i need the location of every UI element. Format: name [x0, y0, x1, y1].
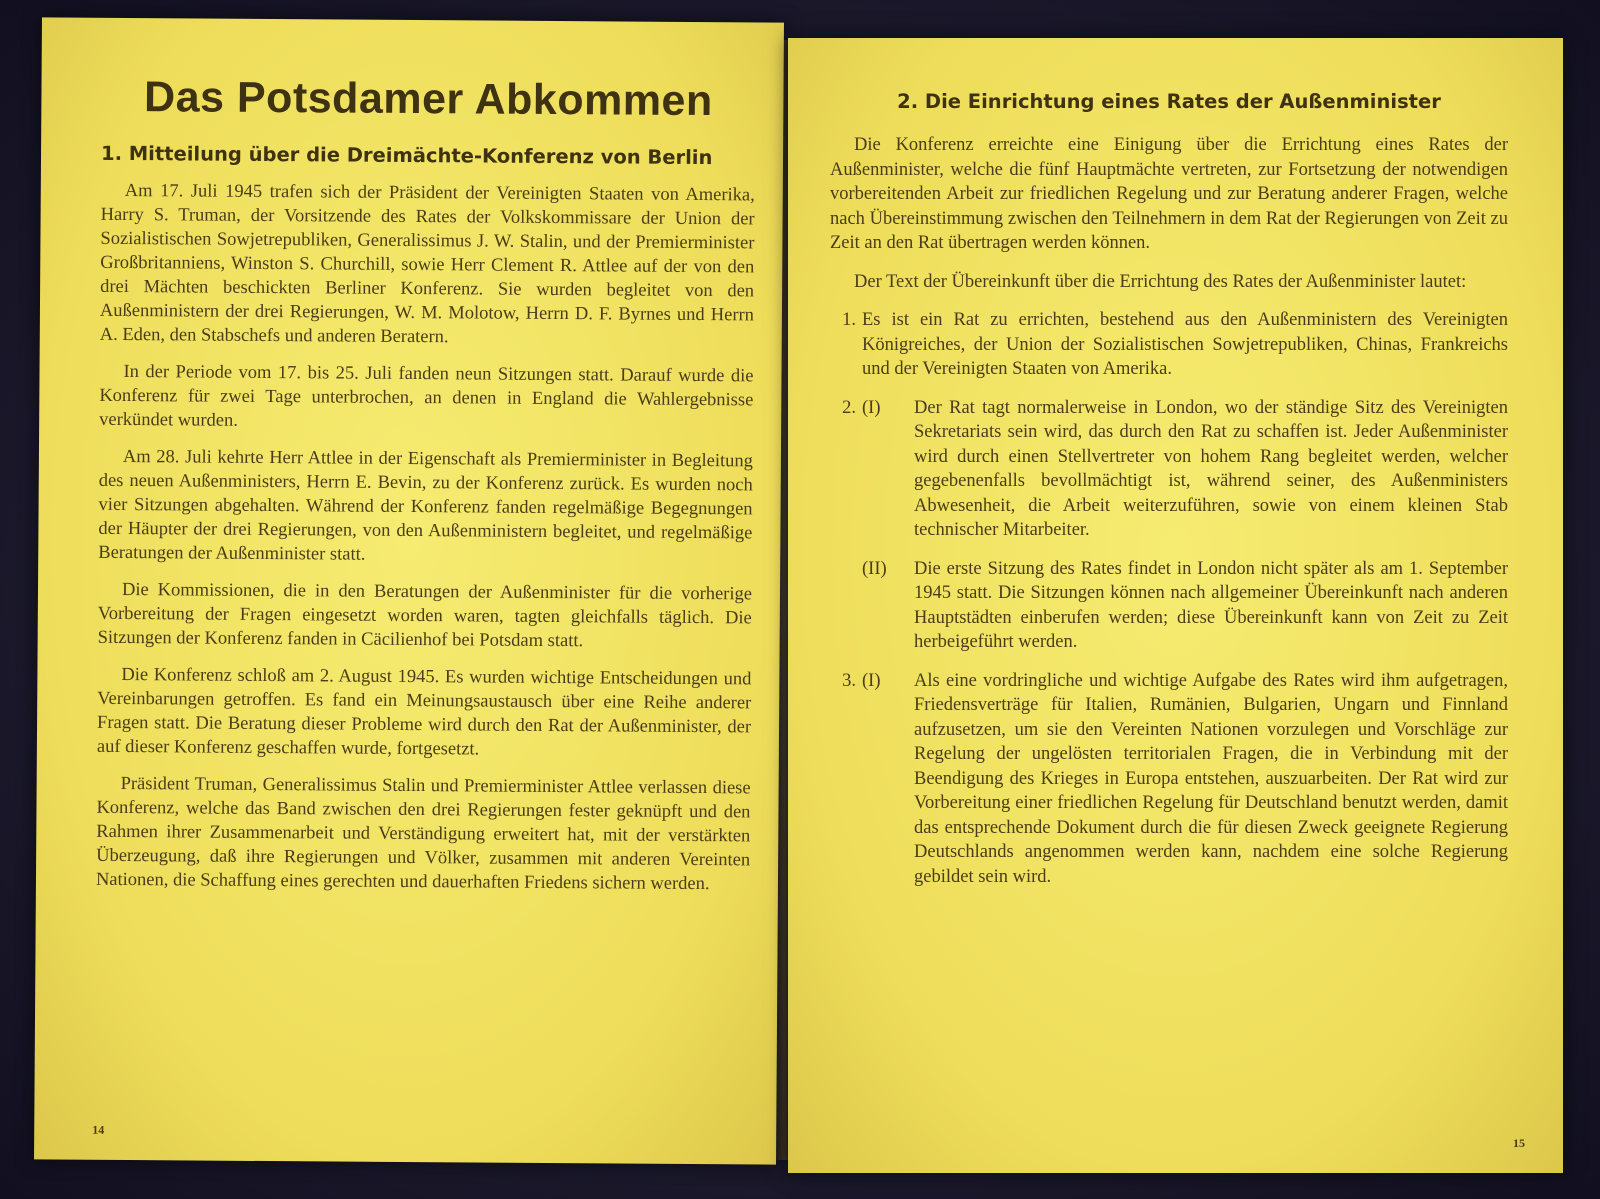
- page-number-left: 14: [92, 1122, 105, 1137]
- list-item: [830, 396, 1508, 543]
- paragraph: Am 17. Juli 1945 trafen sich der Präsident der Vereinigten Staaten von Amerika, Harry S. Truman, der Vorsitzende des Rates der Volkskommissare der Union der Sozialistischen Sowjetrepubliken, Generalissimus J. W. Stalin, und der Premierminister Großbritanniens, Winston S. Churchill, sowie Herr Clement R. Attlee auf der von den drei Mächten beschickten Berliner Konferenz. Sie wurden begleitet von den Außenministern der drei Regierungen, W. M. Molotow, Herrn D. F. Byrnes und Herrn A. Eden, den Stabschefs und anderen Beratern.: [99, 181, 755, 348]
- paragraph: Am 28. Juli kehrte Herr Attlee in der Eigenschaft als Premierminister in Begleitung des neuen Außenministers, Herrn E. Bevin, zu der Konferenz zurück. Es wurden noch vier Sitzungen abgehalten. Während der Konferenz fanden regelmäßige Begegnungen der Häupter der drei Regierungen, von den Außenministern begleitet, und regelmäßige Beratungen der Außenminister statt.: [98, 446, 753, 565]
- item-text: Der Rat tagt normalerweise in London, wo der ständige Sitz des Vereinigten Sekretariats sein wird, das durch den Rat zu schaffen ist. Jeder Außenminister wird durch einen Stellvertreter von hohem Rang begleitet werden, welcher gegebenenfalls bevollmächtigt ist, während seiner, des Außenministers Abwesenheit, die Arbeit weiterzuführen, sowie von einem kleinen Stab technischer Mitarbeiter.: [914, 397, 1508, 540]
- left-page: [34, 17, 784, 1164]
- paragraph: Die Konferenz erreichte eine Einigung über die Errichtung eines Rates der Außenminister, welche die fünf Hauptmächte vertreten, zur Fortsetzung der notwendigen vorbereitenden Arbeit zur friedlichen Regelung und zur Beratung anderer Fragen, welche nach Übereinstimmung zwischen den Teilnehmern in dem Rat der Regierungen von Zeit zu Zeit an den Rat übertragen werden können.: [830, 135, 1508, 253]
- item-subnumber: (I): [862, 397, 881, 418]
- item-text: Als eine vordringliche und wichtige Aufgabe des Rates wird ihm aufgetragen, Friedensverträge für Italien, Rumänien, Bulgarien, Ungarn und Finnland aufzusetzen, um sie den Vereinten Nationen vorzulegen und Vorschläge zur Regelung der ungelösten territorialen Fragen, die in Verbindung mit der Beendigung des Krieges in Europa entstehen, auszuarbeiten. Der Rat wird zur Vorbereitung einer friedlichen Regelung für Deutschland benutzt werden, damit das entsprechende Dokument durch die für diesen Zweck geeignete Regierung Deutschlands angenommen werden kann, nachdem eine solche Regierung gebildet sein wird.: [914, 670, 1508, 887]
- item-number: 2.: [842, 397, 856, 418]
- list-item: [830, 308, 1508, 382]
- paragraph: Präsident Truman, Generalissimus Stalin und Premierminister Attlee verlassen diese Konferenz, welche das Band zwischen den drei Regierungen fester geknüpft und den Rahmen ihrer Zusammenarbeit und Verständigung erweitert hat, mit der verstärkten Überzeugung, daß ihre Regierungen und Völker, zusammen mit anderen Vereinten Nationen, die Schaffung eines gerechten und dauerhaften Friedens sichern werden.: [95, 773, 751, 895]
- section-2-title: 2. Die Einrichtung eines Rates der Außenminister: [897, 90, 1441, 113]
- document-title: Das Potsdamer Abkommen: [143, 73, 713, 126]
- item-number: 1.: [842, 310, 856, 330]
- item-subnumber: (II): [862, 558, 887, 579]
- paragraph: Der Text der Übereinkunft über die Errichtung des Rates der Außenminister lautet:: [854, 271, 1467, 292]
- paragraph: Die Kommissionen, die in den Beratungen der Außenminister für die vorherige Vorbereitung der Fragen eingesetzt worden waren, tagten gleichfalls täglich. Die Sitzungen der Konferenz fanden in Cäcilienhof bei Potsdam statt.: [97, 579, 753, 652]
- paragraph: Die Konferenz schloß am 2. August 1945. Es wurden wichtige Entscheidungen und Vereinbarungen getroffen. Es fand ein Meinungsaustausch über eine Reihe anderer Fragen statt. Die Beratung dieser Probleme wird durch den Rat der Außenminister, der auf dieser Konferenz geschaffen wurde, fortgesetzt.: [96, 664, 752, 760]
- list-item: [830, 557, 1508, 655]
- item-number: 3.: [842, 670, 856, 691]
- section-1-title: 1. Mitteilung über die Dreimächte-Konferenz von Berlin: [100, 141, 713, 170]
- item-number: [830, 557, 862, 655]
- right-page: [788, 38, 1563, 1173]
- item-text: Die erste Sitzung des Rates findet in London nicht später als am 1. September 1945 statt. Die Sitzungen können nach allgemeiner Übereinkunft nach anderen Hauptstädten einberufen werden; diese Übereinkunft kann von Zeit zu Zeit herbeigeführt werden.: [914, 558, 1508, 652]
- item-text: Es ist ein Rat zu errichten, bestehend aus den Außenministern des Vereinigten Königreiches, der Union der Sozialistischen Sowjetrepubliken, Chinas, Frankreichs und der Vereinigten Staaten von Amerika.: [862, 310, 1508, 379]
- list-item: [830, 669, 1508, 890]
- page-number-right: 15: [1513, 1136, 1525, 1150]
- paragraph: In der Periode vom 17. bis 25. Juli fanden neun Sitzungen statt. Darauf wurde die Konferenz für zwei Tage unterbrochen, an denen in England die Wahlergebnisse verkündet wurden.: [99, 362, 754, 431]
- item-subnumber: (I): [862, 670, 881, 691]
